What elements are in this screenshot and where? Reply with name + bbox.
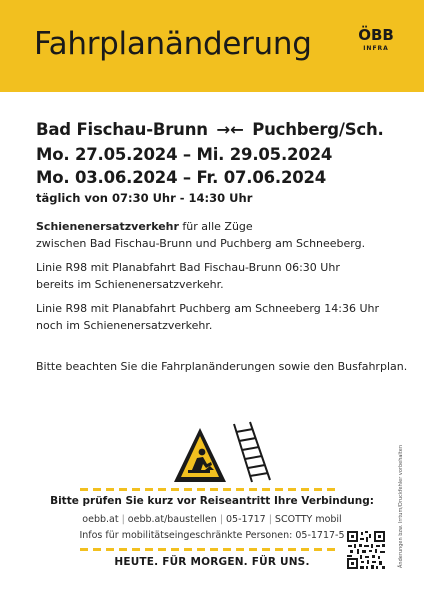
- phone-number[interactable]: 05-1717: [226, 514, 266, 525]
- morning-departure-line2: bereits im Schienenersatzverkehr.: [36, 278, 224, 291]
- header-banner: [0, 0, 424, 92]
- morning-departure-line1: Linie R98 mit Planabfahrt Bad Fischau-Brunn 06:30 Uhr: [36, 261, 340, 274]
- bidirectional-arrow-icon: →←: [216, 120, 244, 139]
- date-range-2: Mo. 03.06.2024 – Fr. 07.06.2024: [36, 168, 327, 187]
- link-oebb[interactable]: oebb.at: [82, 514, 119, 525]
- slogan: HEUTE. FÜR MORGEN. FÜR UNS.: [114, 556, 310, 568]
- logo-sub: INFRA: [363, 45, 389, 52]
- logo-mark: ÖBB: [358, 26, 394, 44]
- replacement-service-line2: zwischen Bad Fischau-Brunn und Puchberg am Schneeberg.: [36, 237, 366, 250]
- link-oebb-construction[interactable]: oebb.at/baustellen: [127, 514, 217, 525]
- divider-dashed-top: [80, 488, 340, 491]
- daily-time: täglich von 07:30 Uhr - 14:30 Uhr: [36, 191, 253, 205]
- contact-links: [0, 514, 424, 525]
- accessibility-info: Infos für mobilitätseingeschränkte Personen: 05-1717-5: [79, 530, 345, 541]
- route-line: [36, 120, 384, 139]
- link-scotty-mobil[interactable]: SCOTTY mobil: [274, 514, 342, 525]
- construction-warning-icon: [166, 420, 276, 492]
- notice-text: Bitte beachten Sie die Fahrplanänderungen sowie den Busfahrplan.: [36, 360, 408, 373]
- paragraph-afternoon-departure: [36, 300, 379, 334]
- afternoon-departure-line2: noch im Schienenersatzverkehr.: [36, 319, 213, 332]
- divider-dashed-bottom: [80, 548, 340, 551]
- paragraph-morning-departure: [36, 259, 340, 293]
- paragraph-replacement-service: [36, 218, 365, 252]
- date-range-1: Mo. 27.05.2024 – Mi. 29.05.2024: [36, 145, 333, 164]
- replacement-service-text: für alle Züge: [178, 220, 253, 233]
- disclaimer-note: Änderungen bzw. Irrtum/Druckfehler vorbehalten: [398, 444, 404, 568]
- qr-code-icon[interactable]: [346, 530, 386, 570]
- page-title: Fahrplanänderung: [34, 26, 312, 62]
- railway-track-icon: [234, 422, 270, 482]
- route-to: Puchberg/Sch.: [252, 120, 384, 139]
- afternoon-departure-line1: Linie R98 mit Planabfahrt Puchberg am Schneeberg 14:36 Uhr: [36, 302, 379, 315]
- link-separator: |: [121, 514, 125, 525]
- route-from: Bad Fischau-Brunn: [36, 120, 208, 139]
- check-connection-text: Bitte prüfen Sie kurz vor Reiseantritt Ihre Verbindung:: [50, 495, 374, 507]
- oebb-infra-logo: [356, 28, 396, 52]
- link-separator: |: [268, 514, 272, 525]
- replacement-service-label: Schienenersatzverkehr: [36, 220, 179, 233]
- link-separator: |: [219, 514, 224, 525]
